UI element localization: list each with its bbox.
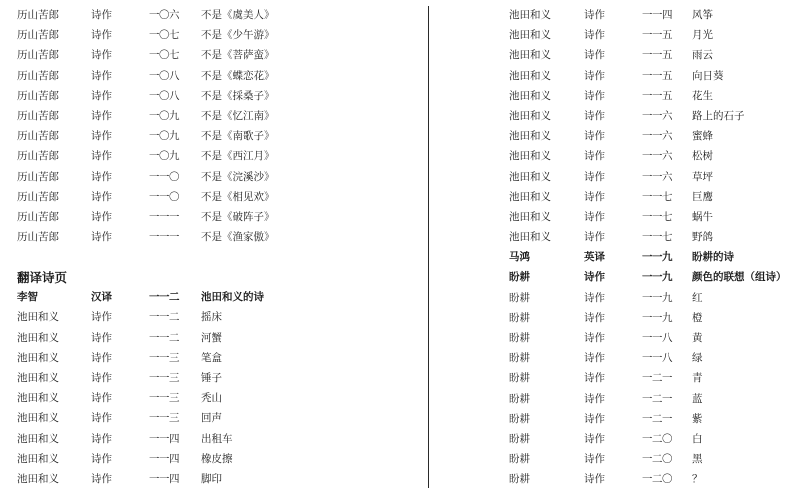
toc-page-number: 一二一 xyxy=(642,372,672,385)
toc-title: 紫 xyxy=(692,412,703,425)
toc-row xyxy=(17,187,417,207)
toc-title: 河蟹 xyxy=(201,331,222,344)
toc-row xyxy=(17,328,417,348)
toc-type: 诗作 xyxy=(91,210,112,223)
toc-type: 诗作 xyxy=(91,331,112,344)
toc-page-number: 一二〇 xyxy=(642,473,672,486)
toc-page-number: 一一九 xyxy=(642,291,672,304)
toc-row xyxy=(509,429,800,449)
toc-title: 秃山 xyxy=(201,392,222,405)
toc-type: 诗作 xyxy=(91,372,112,384)
toc-title: 笔盒 xyxy=(201,351,222,364)
toc-row xyxy=(17,86,417,106)
toc-row xyxy=(17,207,417,227)
toc-author: 池田和义 xyxy=(17,372,59,384)
toc-page-number: 一一六 xyxy=(642,150,672,163)
column-divider xyxy=(428,6,429,488)
left-column xyxy=(17,5,417,489)
toc-author: 池田和义 xyxy=(17,472,59,485)
toc-title: 青 xyxy=(692,372,703,385)
toc-title: 不是《渔家傲》 xyxy=(201,231,275,244)
toc-page-number: 一〇八 xyxy=(149,69,179,82)
toc-row xyxy=(509,86,800,106)
toc-author: 盼耕 xyxy=(509,453,530,466)
toc-row xyxy=(509,167,800,187)
toc-type: 诗作 xyxy=(91,89,112,102)
toc-author: 池田和义 xyxy=(17,351,59,364)
toc-page-number: 一一三 xyxy=(149,351,179,364)
toc-title: 不是《虞美人》 xyxy=(201,9,275,21)
toc-row xyxy=(509,126,800,146)
toc-author: 李智 xyxy=(17,291,38,304)
toc-author: 盼耕 xyxy=(509,271,530,284)
toc-title: 池田和义的诗 xyxy=(201,291,264,304)
toc-author: 池田和义 xyxy=(509,210,551,223)
toc-author: 池田和义 xyxy=(17,432,59,445)
toc-type: 诗作 xyxy=(91,231,112,244)
toc-title: 野鸽 xyxy=(692,231,713,244)
toc-page-number: 一一二 xyxy=(149,311,179,324)
toc-row xyxy=(509,288,800,308)
toc-page-number: 一一四 xyxy=(149,452,179,465)
toc-type: 诗作 xyxy=(584,392,605,405)
toc-page-number: 一〇九 xyxy=(149,150,179,163)
toc-title: 草坪 xyxy=(692,170,713,183)
toc-page-number: 一一八 xyxy=(642,332,672,344)
toc-type: 诗作 xyxy=(91,452,112,465)
toc-page-number: 一一六 xyxy=(642,109,672,122)
toc-author: 历山苦郎 xyxy=(17,210,59,223)
toc-page-number: 一一六 xyxy=(642,130,672,143)
toc-row xyxy=(509,187,800,207)
toc-type: 诗作 xyxy=(91,69,112,82)
toc-title: 黄 xyxy=(692,332,703,344)
toc-author: 盼耕 xyxy=(509,432,530,445)
toc-page-number: 一〇七 xyxy=(149,29,179,42)
toc-page-number: 一一三 xyxy=(149,412,179,425)
toc-page-number: 一一七 xyxy=(642,210,672,223)
toc-author: 池田和义 xyxy=(509,49,551,62)
toc-author: 历山苦郎 xyxy=(17,69,59,82)
toc-row xyxy=(17,388,417,408)
toc-page-number: 一一二 xyxy=(149,291,179,304)
toc-type: 诗作 xyxy=(91,392,112,405)
toc-type: 诗作 xyxy=(584,311,605,324)
toc-row xyxy=(509,449,800,469)
toc-title: 蜗牛 xyxy=(692,210,713,223)
toc-title: 白 xyxy=(692,432,703,445)
toc-row xyxy=(509,469,800,489)
toc-title: 红 xyxy=(692,291,703,304)
toc-title: 雨云 xyxy=(692,49,713,62)
toc-row xyxy=(17,66,417,86)
toc-title: 风筝 xyxy=(692,9,713,21)
toc-page-number: 一〇六 xyxy=(149,9,179,21)
toc-author: 历山苦郎 xyxy=(17,231,59,244)
toc-author: 池田和义 xyxy=(509,109,551,122)
right-column xyxy=(509,5,800,490)
toc-title: 花生 xyxy=(692,89,713,102)
toc-page-number: 一一四 xyxy=(149,472,179,485)
toc-page-number: 一一一 xyxy=(149,231,179,244)
toc-type: 诗作 xyxy=(91,29,112,42)
toc-title: 橡皮擦 xyxy=(201,452,233,465)
toc-row xyxy=(509,5,800,25)
toc-author: 历山苦郎 xyxy=(17,170,59,183)
section-title-translated-poems: 翻译诗页 xyxy=(17,270,68,286)
toc-author: 池田和义 xyxy=(17,392,59,405)
toc-type: 诗作 xyxy=(584,432,605,445)
toc-type: 诗作 xyxy=(584,210,605,223)
toc-title: 不是《破阵子》 xyxy=(201,210,275,223)
toc-type: 诗作 xyxy=(584,9,605,21)
toc-author: 历山苦郎 xyxy=(17,109,59,122)
toc-author: 盼耕 xyxy=(509,392,530,405)
toc-author: 池田和义 xyxy=(17,452,59,465)
toc-author: 盼耕 xyxy=(509,332,530,344)
toc-row xyxy=(509,267,800,287)
toc-row xyxy=(509,146,800,166)
toc-page-number: 一〇八 xyxy=(149,89,179,102)
toc-author: 历山苦郎 xyxy=(17,9,59,21)
toc-page-number: 一一八 xyxy=(642,352,672,365)
toc-row xyxy=(17,126,417,146)
toc-row xyxy=(17,429,417,449)
toc-row xyxy=(17,307,417,327)
toc-row xyxy=(509,25,800,45)
toc-title: 蓝 xyxy=(692,392,703,405)
toc-row xyxy=(509,106,800,126)
toc-title: 绿 xyxy=(692,352,703,365)
toc-author: 盼耕 xyxy=(509,372,530,385)
toc-row xyxy=(17,146,417,166)
toc-type: 诗作 xyxy=(584,69,605,82)
toc-title: 松树 xyxy=(692,150,713,163)
toc-page-number: 一一五 xyxy=(642,69,672,82)
toc-row xyxy=(509,45,800,65)
toc-type: 诗作 xyxy=(584,372,605,385)
toc-row xyxy=(17,368,417,388)
toc-type: 诗作 xyxy=(584,170,605,183)
toc-row xyxy=(509,409,800,429)
toc-row xyxy=(17,408,417,428)
toc-list-translated xyxy=(17,287,417,489)
toc-author: 池田和义 xyxy=(509,29,551,42)
toc-type: 诗作 xyxy=(91,170,112,183)
toc-row xyxy=(17,167,417,187)
toc-title: ？ xyxy=(692,473,703,486)
toc-page-number: 一二一 xyxy=(642,392,672,405)
toc-type: 诗作 xyxy=(584,89,605,102)
toc-author: 盼耕 xyxy=(509,352,530,365)
toc-type: 诗作 xyxy=(584,49,605,62)
toc-author: 历山苦郎 xyxy=(17,49,59,62)
toc-author: 池田和义 xyxy=(509,9,551,21)
toc-author: 池田和义 xyxy=(509,170,551,183)
toc-page-number: 一一七 xyxy=(642,231,672,244)
toc-page-number: 一二〇 xyxy=(642,432,672,445)
toc-page-number: 一一四 xyxy=(642,9,672,21)
toc-title: 锤子 xyxy=(201,372,222,384)
toc-author: 池田和义 xyxy=(509,150,551,163)
toc-author: 历山苦郎 xyxy=(17,89,59,102)
toc-title: 摇床 xyxy=(201,311,222,324)
toc-author: 盼耕 xyxy=(509,291,530,304)
toc-title: 橙 xyxy=(692,311,703,324)
toc-author: 池田和义 xyxy=(509,190,551,203)
toc-row xyxy=(17,348,417,368)
toc-title: 向日葵 xyxy=(692,69,724,82)
toc-type: 诗作 xyxy=(584,332,605,344)
toc-type: 诗作 xyxy=(584,109,605,122)
toc-page-number: 一〇九 xyxy=(149,130,179,143)
toc-row xyxy=(509,247,800,267)
toc-author: 池田和义 xyxy=(509,231,551,244)
toc-page-number: 一一九 xyxy=(642,271,672,284)
toc-type: 诗作 xyxy=(91,9,112,21)
toc-type: 诗作 xyxy=(91,311,112,324)
toc-title: 不是《南歌子》 xyxy=(201,130,275,143)
toc-title: 月光 xyxy=(692,29,713,42)
toc-page-number: 一一四 xyxy=(149,432,179,445)
toc-author: 盼耕 xyxy=(509,311,530,324)
toc-page-number: 一一三 xyxy=(149,372,179,384)
toc-type: 诗作 xyxy=(91,49,112,62)
toc-title: 黑 xyxy=(692,453,703,466)
toc-type: 诗作 xyxy=(584,231,605,244)
toc-page-number: 一一五 xyxy=(642,29,672,42)
toc-type: 诗作 xyxy=(584,473,605,486)
toc-author: 历山苦郎 xyxy=(17,150,59,163)
toc-page-number: 一一五 xyxy=(642,49,672,62)
toc-row xyxy=(17,469,417,489)
toc-type: 诗作 xyxy=(584,271,605,284)
toc-title: 巨鹰 xyxy=(692,190,713,203)
toc-row xyxy=(509,227,800,247)
toc-page-number: 一一一 xyxy=(149,210,179,223)
toc-title: 不是《忆江南》 xyxy=(201,109,275,122)
toc-type: 英译 xyxy=(584,251,605,264)
toc-row xyxy=(509,348,800,368)
toc-row xyxy=(509,368,800,388)
toc-row xyxy=(17,449,417,469)
toc-title: 盼耕的诗 xyxy=(692,251,734,264)
toc-author: 池田和义 xyxy=(509,130,551,143)
toc-title: 回声 xyxy=(201,412,222,425)
toc-type: 诗作 xyxy=(584,150,605,163)
toc-row xyxy=(17,227,417,247)
toc-row xyxy=(509,308,800,328)
toc-row xyxy=(17,106,417,126)
toc-type: 诗作 xyxy=(91,432,112,445)
toc-type: 诗作 xyxy=(584,190,605,203)
toc-row xyxy=(509,207,800,227)
toc-page-number: 一一七 xyxy=(642,190,672,203)
toc-row xyxy=(509,328,800,348)
toc-title: 不是《相见欢》 xyxy=(201,190,275,203)
toc-title: 不是《蝶恋花》 xyxy=(201,69,275,82)
toc-author: 池田和义 xyxy=(509,89,551,102)
toc-title: 蜜蜂 xyxy=(692,130,713,143)
toc-row xyxy=(509,389,800,409)
toc-author: 盼耕 xyxy=(509,412,530,425)
toc-author: 马鸿 xyxy=(509,251,530,264)
toc-author: 池田和义 xyxy=(17,331,59,344)
toc-page-number: 一〇九 xyxy=(149,109,179,122)
toc-author: 历山苦郎 xyxy=(17,29,59,42)
toc-page-number: 一一五 xyxy=(642,89,672,102)
toc-list-top xyxy=(17,5,417,247)
toc-page-number: 一一六 xyxy=(642,170,672,183)
toc-author: 历山苦郎 xyxy=(17,190,59,203)
toc-title: 不是《採桑子》 xyxy=(201,89,275,102)
toc-page-number: 一〇七 xyxy=(149,49,179,62)
toc-row xyxy=(17,45,417,65)
toc-title: 不是《西江月》 xyxy=(201,150,275,163)
toc-page-number: 一一九 xyxy=(642,311,672,324)
toc-author: 盼耕 xyxy=(509,473,530,486)
toc-author: 池田和义 xyxy=(509,69,551,82)
toc-page-number: 一一〇 xyxy=(149,190,179,203)
toc-title: 不是《菩萨蛮》 xyxy=(201,49,275,62)
toc-row xyxy=(509,66,800,86)
toc-type: 诗作 xyxy=(584,130,605,143)
toc-page-number: 一一三 xyxy=(149,392,179,405)
toc-type: 诗作 xyxy=(584,412,605,425)
toc-type: 诗作 xyxy=(584,29,605,42)
toc-type: 诗作 xyxy=(91,351,112,364)
toc-title: 不是《少午游》 xyxy=(201,29,275,42)
toc-page-number: 一二一 xyxy=(642,412,672,425)
toc-page-number: 一一〇 xyxy=(149,170,179,183)
toc-title: 路上的石子 xyxy=(692,109,745,122)
toc-title: 脚印 xyxy=(201,472,222,485)
toc-author: 历山苦郎 xyxy=(17,130,59,143)
toc-type: 诗作 xyxy=(91,130,112,143)
toc-row xyxy=(17,25,417,45)
toc-page-number: 一一九 xyxy=(642,251,672,264)
toc-type: 诗作 xyxy=(584,352,605,365)
toc-author: 池田和义 xyxy=(17,311,59,324)
toc-type: 诗作 xyxy=(91,109,112,122)
toc-row xyxy=(17,287,417,307)
toc-title: 颜色的联想（组诗） xyxy=(692,271,787,284)
toc-author: 池田和义 xyxy=(17,412,59,425)
toc-list-right xyxy=(509,5,800,490)
toc-type: 诗作 xyxy=(91,472,112,485)
toc-type: 诗作 xyxy=(91,150,112,163)
toc-type: 诗作 xyxy=(584,453,605,466)
toc-type: 汉译 xyxy=(91,291,112,304)
toc-page-number: 一二〇 xyxy=(642,453,672,466)
toc-type: 诗作 xyxy=(584,291,605,304)
toc-title: 不是《浣溪沙》 xyxy=(201,170,275,183)
toc-type: 诗作 xyxy=(91,412,112,425)
toc-page-number: 一一二 xyxy=(149,331,179,344)
toc-row xyxy=(17,5,417,25)
toc-type: 诗作 xyxy=(91,190,112,203)
toc-title: 出租车 xyxy=(201,432,233,445)
